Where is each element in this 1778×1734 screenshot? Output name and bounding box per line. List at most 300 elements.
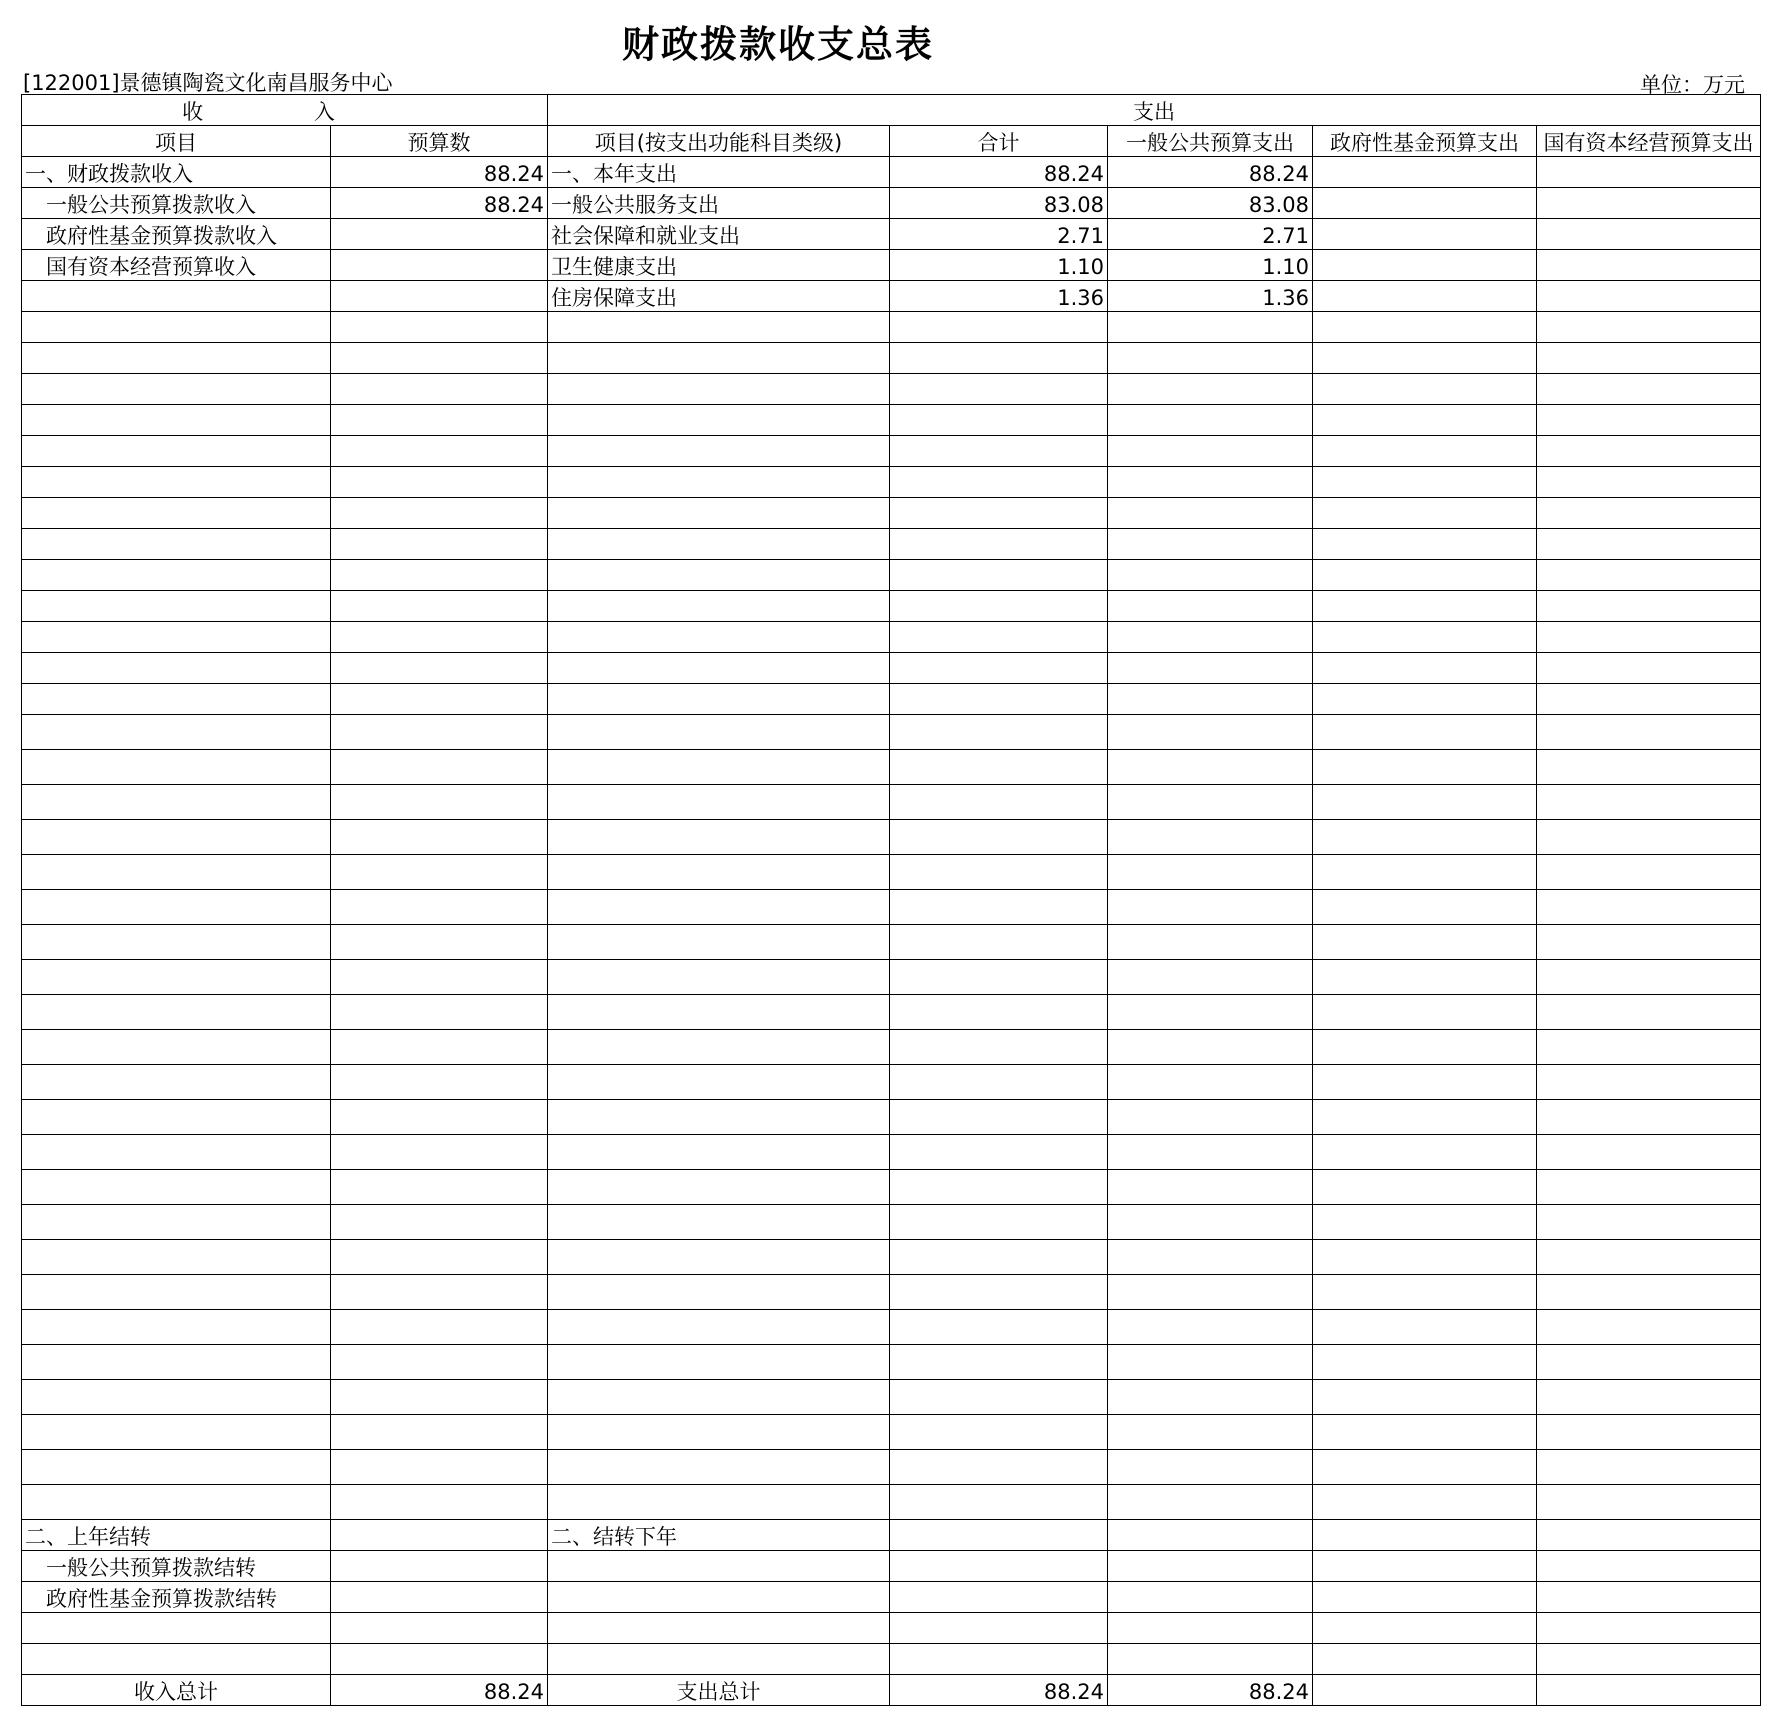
table-row: [22, 785, 1761, 820]
blank-cell: [1313, 1170, 1537, 1205]
table-row: [22, 855, 1761, 890]
blank-cell: [890, 1450, 1108, 1485]
table-row: [22, 1644, 1761, 1675]
blank-cell: [1108, 1551, 1313, 1582]
blank-cell: [548, 1450, 890, 1485]
blank-cell: [331, 1345, 548, 1380]
state-value: [1537, 281, 1761, 312]
page-title: 财政拨款收支总表: [622, 22, 934, 66]
income-item: 一、财政拨款收入: [22, 157, 331, 188]
income-item: 国有资本经营预算收入: [22, 250, 331, 281]
blank-cell: [331, 855, 548, 890]
blank-cell: [331, 1415, 548, 1450]
income-item: [22, 281, 331, 312]
total-value: 2.71: [890, 219, 1108, 250]
fund-value: [1313, 157, 1537, 188]
blank-cell: [1313, 560, 1537, 591]
blank-cell: [1313, 498, 1537, 529]
table-row: [22, 1205, 1761, 1240]
table-row: [22, 467, 1761, 498]
blank-cell: [1537, 529, 1761, 560]
blank-cell: [548, 622, 890, 653]
blank-cell: [1537, 750, 1761, 785]
blank-cell: [548, 1644, 890, 1675]
blank-cell: [1537, 960, 1761, 995]
blank-cell: [1108, 405, 1313, 436]
blank-cell: [548, 1415, 890, 1450]
table-row: [22, 405, 1761, 436]
blank-cell: [22, 560, 331, 591]
blank-cell: [1537, 1135, 1761, 1170]
table-row: [22, 1310, 1761, 1345]
blank-cell: [331, 1644, 548, 1675]
blank-cell: [890, 374, 1108, 405]
blank-cell: [1537, 785, 1761, 820]
blank-cell: [1537, 1170, 1761, 1205]
blank-cell: [1108, 467, 1313, 498]
blank-cell: [331, 820, 548, 855]
blank-cell: [1537, 1613, 1761, 1644]
table-row: [22, 1135, 1761, 1170]
blank-cell: [548, 925, 890, 960]
blank-cell: [22, 467, 331, 498]
blank-cell: [1313, 1613, 1537, 1644]
blank-cell: [1537, 1450, 1761, 1485]
blank-cell: [1313, 1380, 1537, 1415]
blank-cell: [1108, 855, 1313, 890]
blank-cell: [890, 498, 1108, 529]
blank-cell: [1108, 1065, 1313, 1100]
carry-expense-item: [548, 1582, 890, 1613]
blank-cell: [331, 343, 548, 374]
blank-cell: [1313, 1644, 1537, 1675]
blank-cell: [1537, 1582, 1761, 1613]
table-row: [22, 188, 1761, 219]
income-value: [331, 219, 548, 250]
blank-cell: [548, 1310, 890, 1345]
table-row: [22, 1485, 1761, 1520]
income-value: 88.24: [331, 157, 548, 188]
blank-cell: [1537, 1275, 1761, 1310]
blank-cell: [1313, 1485, 1537, 1520]
blank-cell: [1108, 529, 1313, 560]
blank-cell: [22, 1380, 331, 1415]
table-row: [22, 436, 1761, 467]
blank-cell: [890, 1135, 1108, 1170]
blank-cell: [890, 1030, 1108, 1065]
blank-cell: [331, 312, 548, 343]
blank-cell: [1108, 785, 1313, 820]
blank-cell: [1313, 925, 1537, 960]
blank-cell: [1537, 436, 1761, 467]
col-header-exp-item: 项目(按支出功能科目类级): [548, 126, 890, 157]
blank-cell: [1313, 1582, 1537, 1613]
blank-cell: [890, 467, 1108, 498]
blank-cell: [890, 1065, 1108, 1100]
fund-value: [1313, 281, 1537, 312]
blank-cell: [1108, 1485, 1313, 1520]
income-item: 一般公共预算拨款收入: [22, 188, 331, 219]
blank-cell: [331, 890, 548, 925]
blank-cell: [1108, 995, 1313, 1030]
blank-cell: [331, 653, 548, 684]
blank-cell: [890, 855, 1108, 890]
blank-cell: [22, 1450, 331, 1485]
col-header-item: 项目: [22, 126, 331, 157]
col-header-total: 合计: [890, 126, 1108, 157]
blank-cell: [1108, 374, 1313, 405]
blank-cell: [331, 1240, 548, 1275]
blank-cell: [1108, 684, 1313, 715]
table-row: [22, 1415, 1761, 1450]
blank-cell: [331, 995, 548, 1030]
blank-cell: [1313, 653, 1537, 684]
blank-cell: [331, 1582, 548, 1613]
blank-cell: [890, 1380, 1108, 1415]
table-row: [22, 1520, 1761, 1551]
blank-cell: [1537, 560, 1761, 591]
blank-cell: [1108, 591, 1313, 622]
table-row: [22, 1100, 1761, 1135]
blank-cell: [1313, 1415, 1537, 1450]
blank-cell: [1537, 855, 1761, 890]
table-row: [22, 995, 1761, 1030]
blank-cell: [331, 960, 548, 995]
expense-header: 支出: [548, 95, 1761, 126]
blank-cell: [1537, 653, 1761, 684]
blank-cell: [22, 1485, 331, 1520]
blank-cell: [331, 1450, 548, 1485]
table-row: [22, 498, 1761, 529]
blank-cell: [1313, 855, 1537, 890]
blank-cell: [1537, 1644, 1761, 1675]
income-header: 收 入: [22, 95, 548, 126]
table-row: [22, 820, 1761, 855]
blank-cell: [331, 436, 548, 467]
blank-cell: [1537, 343, 1761, 374]
blank-cell: [331, 1065, 548, 1100]
blank-cell: [22, 374, 331, 405]
blank-cell: [22, 1100, 331, 1135]
blank-cell: [1313, 529, 1537, 560]
general-value: 83.08: [1108, 188, 1313, 219]
blank-cell: [331, 1170, 548, 1205]
blank-cell: [1537, 715, 1761, 750]
blank-cell: [1537, 820, 1761, 855]
blank-cell: [22, 684, 331, 715]
blank-cell: [890, 1613, 1108, 1644]
blank-cell: [890, 1240, 1108, 1275]
blank-cell: [1313, 995, 1537, 1030]
blank-cell: [1108, 715, 1313, 750]
blank-cell: [331, 1100, 548, 1135]
blank-cell: [1108, 820, 1313, 855]
table-row: [22, 750, 1761, 785]
total-value: 88.24: [890, 157, 1108, 188]
blank-cell: [331, 529, 548, 560]
blank-cell: [1537, 591, 1761, 622]
blank-cell: [1313, 1030, 1537, 1065]
blank-cell: [890, 890, 1108, 925]
table-row: [22, 312, 1761, 343]
blank-cell: [331, 1030, 548, 1065]
col-header-budget: 预算数: [331, 126, 548, 157]
budget-table: [21, 94, 1761, 1706]
blank-cell: [1313, 1135, 1537, 1170]
table-row: [22, 591, 1761, 622]
blank-cell: [22, 1030, 331, 1065]
blank-cell: [548, 374, 890, 405]
blank-cell: [1537, 684, 1761, 715]
blank-cell: [1313, 1551, 1537, 1582]
expense-total-label: 支出总计: [548, 1675, 890, 1706]
table-row: [22, 560, 1761, 591]
blank-cell: [331, 374, 548, 405]
blank-cell: [890, 1310, 1108, 1345]
blank-cell: [22, 498, 331, 529]
blank-cell: [1537, 467, 1761, 498]
blank-cell: [1108, 312, 1313, 343]
blank-cell: [22, 785, 331, 820]
blank-cell: [22, 750, 331, 785]
blank-cell: [548, 855, 890, 890]
blank-cell: [890, 1551, 1108, 1582]
blank-cell: [890, 995, 1108, 1030]
total-value: 1.36: [890, 281, 1108, 312]
blank-cell: [548, 1240, 890, 1275]
table-row: [22, 1170, 1761, 1205]
blank-cell: [1108, 1275, 1313, 1310]
blank-cell: [890, 1520, 1108, 1551]
blank-cell: [1108, 1310, 1313, 1345]
blank-cell: [22, 529, 331, 560]
carry-expense-item: 二、结转下年: [548, 1520, 890, 1551]
carry-income-item: 政府性基金预算拨款结转: [22, 1582, 331, 1613]
blank-cell: [548, 405, 890, 436]
blank-cell: [1537, 1551, 1761, 1582]
blank-cell: [331, 1135, 548, 1170]
table-row: [22, 960, 1761, 995]
blank-cell: [1313, 1275, 1537, 1310]
organization-label: [122001]景德镇陶瓷文化南昌服务中心: [23, 71, 393, 95]
blank-cell: [1108, 1170, 1313, 1205]
blank-cell: [548, 1135, 890, 1170]
blank-cell: [1313, 591, 1537, 622]
blank-cell: [331, 591, 548, 622]
blank-cell: [548, 1613, 890, 1644]
blank-cell: [1537, 925, 1761, 960]
blank-cell: [890, 1345, 1108, 1380]
fund-value: [1313, 188, 1537, 219]
blank-cell: [548, 1100, 890, 1135]
blank-cell: [548, 498, 890, 529]
income-value: [331, 250, 548, 281]
blank-cell: [890, 622, 1108, 653]
carry-expense-item: [548, 1551, 890, 1582]
blank-cell: [548, 591, 890, 622]
col-header-state: 国有资本经营预算支出: [1537, 126, 1761, 157]
blank-cell: [331, 1310, 548, 1345]
fund-total-value: [1313, 1675, 1537, 1706]
blank-cell: [1313, 622, 1537, 653]
blank-cell: [1313, 436, 1537, 467]
blank-cell: [22, 1415, 331, 1450]
blank-cell: [331, 715, 548, 750]
blank-cell: [548, 653, 890, 684]
blank-cell: [22, 820, 331, 855]
state-total-value: [1537, 1675, 1761, 1706]
blank-cell: [890, 436, 1108, 467]
income-value: 88.24: [331, 188, 548, 219]
blank-cell: [890, 1275, 1108, 1310]
blank-cell: [1313, 820, 1537, 855]
blank-cell: [890, 1170, 1108, 1205]
income-total-label: 收入总计: [22, 1675, 331, 1706]
general-value: 88.24: [1108, 157, 1313, 188]
general-total-value: 88.24: [1108, 1675, 1313, 1706]
blank-cell: [890, 925, 1108, 960]
blank-cell: [1108, 1205, 1313, 1240]
blank-cell: [890, 820, 1108, 855]
blank-cell: [1313, 1100, 1537, 1135]
table-row: [22, 1030, 1761, 1065]
blank-cell: [22, 1205, 331, 1240]
blank-cell: [890, 405, 1108, 436]
blank-cell: [22, 1240, 331, 1275]
blank-cell: [1108, 1135, 1313, 1170]
table-row: [22, 281, 1761, 312]
blank-cell: [1537, 1205, 1761, 1240]
blank-cell: [1108, 1100, 1313, 1135]
table-row: [22, 1380, 1761, 1415]
fund-value: [1313, 250, 1537, 281]
expense-item: 一、本年支出: [548, 157, 890, 188]
blank-cell: [1313, 1520, 1537, 1551]
blank-cell: [548, 529, 890, 560]
blank-cell: [890, 960, 1108, 995]
blank-cell: [331, 785, 548, 820]
blank-cell: [890, 1485, 1108, 1520]
income-item: 政府性基金预算拨款收入: [22, 219, 331, 250]
blank-cell: [548, 820, 890, 855]
blank-cell: [1108, 1644, 1313, 1675]
blank-cell: [22, 925, 331, 960]
blank-cell: [331, 1205, 548, 1240]
expense-item: 住房保障支出: [548, 281, 890, 312]
blank-cell: [548, 715, 890, 750]
blank-cell: [331, 750, 548, 785]
blank-cell: [1313, 1240, 1537, 1275]
blank-cell: [890, 750, 1108, 785]
blank-cell: [890, 343, 1108, 374]
expense-total-value: 88.24: [890, 1675, 1108, 1706]
blank-cell: [1108, 343, 1313, 374]
blank-cell: [548, 467, 890, 498]
expense-item: 一般公共服务支出: [548, 188, 890, 219]
blank-cell: [1108, 622, 1313, 653]
blank-cell: [22, 995, 331, 1030]
table-row: [22, 653, 1761, 684]
expense-item: 社会保障和就业支出: [548, 219, 890, 250]
blank-cell: [1313, 684, 1537, 715]
blank-cell: [548, 785, 890, 820]
blank-cell: [1537, 1240, 1761, 1275]
blank-cell: [548, 684, 890, 715]
blank-cell: [331, 467, 548, 498]
table-row: [22, 374, 1761, 405]
blank-cell: [1537, 1065, 1761, 1100]
table-row: [22, 1450, 1761, 1485]
table-row: [22, 1065, 1761, 1100]
blank-cell: [22, 890, 331, 925]
table-row: [22, 622, 1761, 653]
blank-cell: [1313, 467, 1537, 498]
blank-cell: [22, 1135, 331, 1170]
blank-cell: [1313, 890, 1537, 925]
blank-cell: [22, 405, 331, 436]
blank-cell: [22, 855, 331, 890]
blank-cell: [1108, 1613, 1313, 1644]
blank-cell: [1108, 436, 1313, 467]
blank-cell: [1108, 960, 1313, 995]
blank-cell: [1537, 1485, 1761, 1520]
blank-cell: [1537, 498, 1761, 529]
state-value: [1537, 157, 1761, 188]
blank-cell: [1537, 890, 1761, 925]
col-header-general: 一般公共预算支出: [1108, 126, 1313, 157]
blank-cell: [1313, 1310, 1537, 1345]
blank-cell: [22, 312, 331, 343]
general-value: 1.10: [1108, 250, 1313, 281]
blank-cell: [548, 1380, 890, 1415]
table-row: [22, 890, 1761, 925]
blank-cell: [331, 622, 548, 653]
blank-cell: [1313, 405, 1537, 436]
blank-cell: [331, 1520, 548, 1551]
blank-cell: [1537, 1100, 1761, 1135]
blank-cell: [22, 653, 331, 684]
blank-cell: [331, 1551, 548, 1582]
blank-cell: [331, 405, 548, 436]
table-row: [22, 1275, 1761, 1310]
blank-cell: [890, 1100, 1108, 1135]
blank-cell: [890, 684, 1108, 715]
blank-cell: [1313, 312, 1537, 343]
blank-cell: [22, 436, 331, 467]
blank-cell: [331, 1485, 548, 1520]
blank-cell: [1537, 1380, 1761, 1415]
blank-cell: [331, 560, 548, 591]
table-row: [22, 157, 1761, 188]
blank-cell: [548, 995, 890, 1030]
general-value: 1.36: [1108, 281, 1313, 312]
blank-cell: [1537, 1415, 1761, 1450]
blank-cell: [1313, 750, 1537, 785]
table-row: [22, 1675, 1761, 1706]
total-value: 1.10: [890, 250, 1108, 281]
blank-cell: [331, 1380, 548, 1415]
blank-cell: [331, 498, 548, 529]
income-total-value: 88.24: [331, 1675, 548, 1706]
blank-cell: [1108, 1582, 1313, 1613]
blank-cell: [548, 1485, 890, 1520]
blank-cell: [890, 785, 1108, 820]
unit-label: 单位：万元: [1640, 73, 1745, 97]
table-row: [22, 1613, 1761, 1644]
blank-cell: [1108, 890, 1313, 925]
table-row: [22, 343, 1761, 374]
blank-cell: [22, 622, 331, 653]
